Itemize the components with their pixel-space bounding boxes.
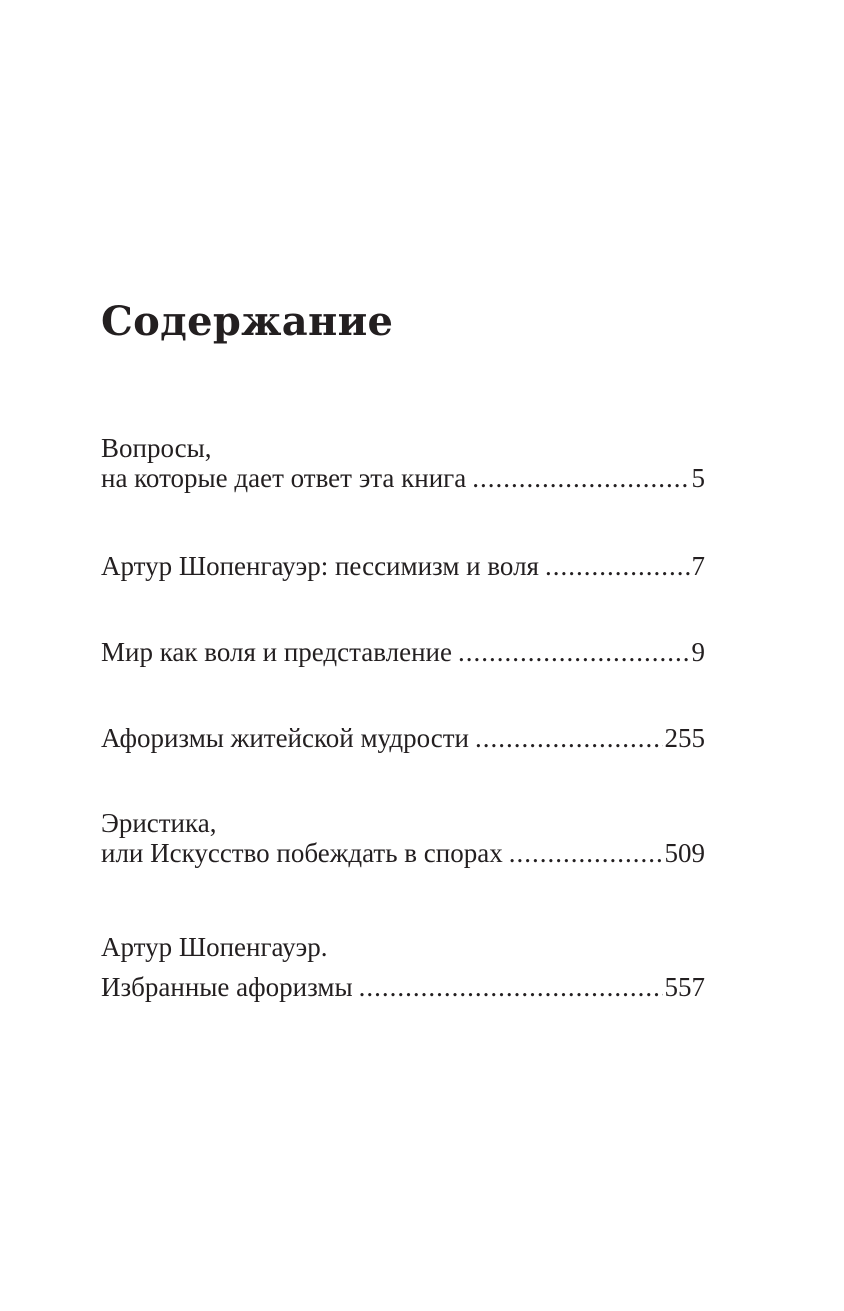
toc-entry[interactable] bbox=[101, 932, 705, 1002]
toc-page-number: 5 bbox=[691, 463, 705, 493]
toc-page-number: 557 bbox=[664, 972, 705, 1002]
toc-entry-last-line bbox=[101, 551, 705, 581]
dot-leader bbox=[509, 838, 663, 868]
dot-leader bbox=[545, 551, 690, 581]
toc-entry-last-line bbox=[101, 972, 705, 1002]
toc-entry[interactable] bbox=[101, 433, 705, 493]
toc-entry-title-line: на которые дает ответ эта книга bbox=[101, 463, 467, 493]
dot-leader bbox=[359, 972, 663, 1002]
toc-entry[interactable] bbox=[101, 637, 705, 667]
toc-entry-title-line: Артур Шопенгауэр: пессимизм и воля bbox=[101, 551, 539, 581]
toc-entry-title-line: Эристика, bbox=[101, 808, 217, 838]
toc-page-number: 509 bbox=[664, 838, 705, 868]
toc-entry[interactable] bbox=[101, 723, 705, 753]
toc-entry-last-line bbox=[101, 838, 705, 868]
dot-leader bbox=[475, 723, 663, 753]
toc-entry-title-line: или Искусство побеждать в спорах bbox=[101, 838, 503, 868]
toc-entry-last-line bbox=[101, 463, 705, 493]
toc-entry-title-line: Избранные афоризмы bbox=[101, 972, 353, 1002]
toc-entry-title-line: Артур Шопенгауэр. bbox=[101, 932, 328, 962]
toc-entry[interactable] bbox=[101, 808, 705, 868]
toc-entry-last-line bbox=[101, 637, 705, 667]
dot-leader bbox=[458, 637, 690, 667]
dot-leader bbox=[472, 463, 689, 493]
toc-page-number: 255 bbox=[664, 723, 705, 753]
toc-entry[interactable] bbox=[101, 551, 705, 581]
toc-entry-title-line: Афоризмы житейской мудрости bbox=[101, 723, 469, 753]
toc-entry-last-line bbox=[101, 723, 705, 753]
page-title: Содержание bbox=[101, 298, 394, 345]
toc-entry-title-line: Вопросы, bbox=[101, 433, 212, 463]
toc-entry-title-line: Мир как воля и представление bbox=[101, 637, 452, 667]
toc-page-number: 9 bbox=[691, 637, 705, 667]
toc-page-number: 7 bbox=[691, 551, 705, 581]
